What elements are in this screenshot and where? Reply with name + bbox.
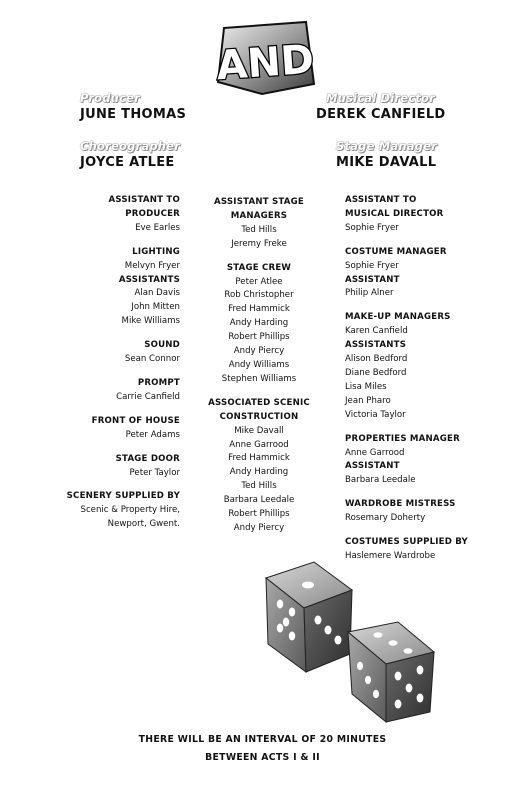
left-credit-heading: FRONT OF HOUSE xyxy=(91,415,180,426)
left-credit-heading: PROMPT xyxy=(137,377,180,388)
middle-credit-name: Robert Phillips xyxy=(228,509,290,520)
right-credit-name: Alison Bedford xyxy=(345,354,408,365)
left-credit-heading: STAGE DOOR xyxy=(115,453,180,464)
spacer xyxy=(345,301,520,311)
spacer xyxy=(30,367,180,377)
middle-credit-heading: ASSOCIATED SCENIC xyxy=(208,397,310,408)
middle-credit-name: Anne Garrood xyxy=(229,439,289,450)
left-credit-heading: SOUND xyxy=(144,340,180,351)
right-credit-name: Barbara Leedale xyxy=(345,475,416,486)
right-credit-heading: ASSISTANT xyxy=(345,461,400,472)
spacer xyxy=(345,526,520,536)
left-credit-name: Peter Taylor xyxy=(129,467,180,478)
middle-credit-name: Andy Piercy xyxy=(233,346,285,357)
producer-name: JUNE THOMAS xyxy=(80,107,187,122)
middle-credit-name: Fred Hammick xyxy=(228,453,290,464)
right-credit-name: Sophie Fryer xyxy=(345,260,399,271)
middle-credit-name: Ted Hills xyxy=(241,224,277,235)
right-credits-column xyxy=(345,194,520,564)
middle-credit-name: Rob Christopher xyxy=(224,290,294,301)
stage-manager-role: Stage Manager xyxy=(336,139,438,153)
right-credit-name: Jean Pharo xyxy=(345,395,391,406)
right-credit-name: Lisa Miles xyxy=(345,381,387,392)
right-credit-name: Diane Bedford xyxy=(345,367,407,378)
interval-notice-line2: BETWEEN ACTS I & II xyxy=(205,752,320,763)
spacer xyxy=(345,236,520,246)
right-credit-name: Victoria Taylor xyxy=(345,409,406,420)
right-credit-heading: COSTUME MANAGER xyxy=(345,246,447,257)
left-credit-heading: ASSISTANT TO xyxy=(108,195,180,205)
left-credit-name: John Mitten xyxy=(131,302,180,313)
right-credit-heading: MUSICAL DIRECTOR xyxy=(345,208,444,219)
left-credit-heading: ASSISTANTS xyxy=(118,274,180,285)
right-credit-name: Haslemere Wardrobe xyxy=(345,550,436,561)
middle-credit-name: Robert Phillips xyxy=(228,332,290,343)
middle-credit-name: Peter Atlee xyxy=(235,276,283,287)
middle-credit-heading: STAGE CREW xyxy=(226,262,292,273)
right-credit-name: Anne Garrood xyxy=(345,447,405,458)
right-credit-heading: ASSISTANT xyxy=(345,274,400,285)
middle-credit-name: Barbara Leedale xyxy=(223,495,295,506)
spacer xyxy=(190,252,328,262)
spacer xyxy=(30,405,180,415)
middle-credit-name: Andy Harding xyxy=(229,467,289,478)
left-credit-name: Mike Williams xyxy=(121,316,180,327)
left-credit-name: Eve Earles xyxy=(135,222,180,233)
middle-credits-column xyxy=(190,196,328,536)
middle-credit-heading: CONSTRUCTION xyxy=(219,411,299,422)
middle-credit-name: Andy Williams xyxy=(228,359,290,370)
middle-credit-heading: MANAGERS xyxy=(230,210,288,221)
middle-credit-name: Jeremy Freke xyxy=(231,238,287,249)
middle-credit-name: Ted Hills xyxy=(241,481,277,492)
spacer xyxy=(30,236,180,246)
logo-text: AND xyxy=(214,36,316,90)
left-credit-heading: SCENERY SUPPLIED BY xyxy=(66,491,180,502)
spacer xyxy=(30,443,180,453)
left-credit-name: Scenic & Property Hire, xyxy=(80,505,180,516)
left-credit-name: Carrie Canfield xyxy=(116,391,180,402)
musical-director-name: DEREK CANFIELD xyxy=(316,107,446,122)
producer-role: Producer xyxy=(80,91,140,105)
spacer xyxy=(30,480,180,490)
right-credit-heading: ASSISTANT TO xyxy=(345,195,417,205)
right-credit-heading: ASSISTANTS xyxy=(345,340,407,351)
stage-manager-name: MIKE DAVALL xyxy=(336,155,437,170)
left-credit-name: Melvyn Fryer xyxy=(124,260,180,271)
right-credit-heading: WARDROBE MISTRESS xyxy=(345,499,456,510)
middle-credit-name: Stephen Williams xyxy=(221,373,297,384)
left-credit-name: Alan Davis xyxy=(134,288,180,299)
spacer xyxy=(345,488,520,498)
die-right xyxy=(348,622,434,722)
right-credit-name: Rosemary Doherty xyxy=(345,513,426,524)
middle-credit-name: Andy Piercy xyxy=(233,522,285,533)
right-credit-name: Karen Canfield xyxy=(345,326,408,337)
choreographer-role: Choreographer xyxy=(80,139,181,153)
musical-director-role: Musical Director xyxy=(326,91,435,105)
left-credit-name: Sean Connor xyxy=(124,354,180,365)
middle-credit-name: Fred Hammick xyxy=(228,304,290,315)
left-credit-name: Peter Adams xyxy=(125,429,180,440)
right-credit-heading: PROPERTIES MANAGER xyxy=(345,433,460,444)
right-credit-heading: MAKE-UP MANAGERS xyxy=(345,312,451,323)
right-credit-name: Philip Alner xyxy=(345,288,394,299)
interval-notice-line1: THERE WILL BE AN INTERVAL OF 20 MINUTES xyxy=(138,734,387,745)
left-credits-column xyxy=(30,194,180,532)
die-left xyxy=(266,562,352,672)
choreographer-name: JOYCE ATLEE xyxy=(80,155,175,170)
spacer xyxy=(190,387,328,397)
left-credit-heading: LIGHTING xyxy=(132,246,180,257)
spacer xyxy=(30,329,180,339)
middle-credit-heading: ASSISTANT STAGE xyxy=(214,197,304,207)
left-credit-heading: PRODUCER xyxy=(125,208,180,219)
dice-pair-icon xyxy=(228,560,468,740)
middle-credit-name: Mike Davall xyxy=(234,425,284,436)
right-credit-heading: COSTUMES SUPPLIED BY xyxy=(345,537,468,548)
middle-credit-name: Andy Harding xyxy=(229,318,289,329)
and-logo xyxy=(210,20,320,100)
spacer xyxy=(345,423,520,433)
right-credit-name: Sophie Fryer xyxy=(345,222,399,233)
left-credit-name: Newport, Gwent. xyxy=(107,519,180,530)
